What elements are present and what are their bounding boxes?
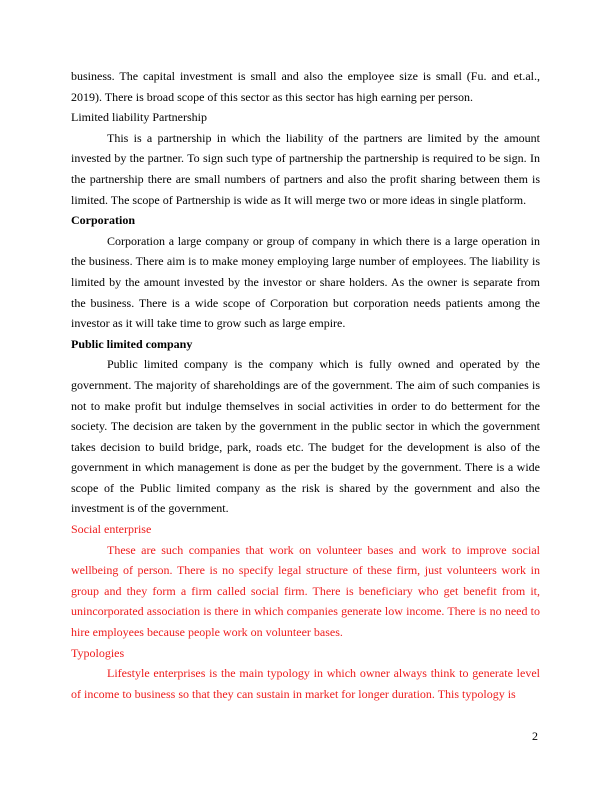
- corporation-paragraph: Corporation a large company or group of company in which there is a large operation in the business. There aim is to make money employing large number of employees. The liability is limited by the amount invested by the investor or share holders. As the owner is separate from the business. There is a wide scope of Corporation but corporation needs patients among the investor as it will take time to grow such as large empire.: [71, 233, 540, 331]
- page-number: 2: [532, 729, 538, 743]
- public-limited-company-heading: Public limited company: [71, 336, 193, 351]
- typologies-heading: Typologies: [71, 645, 125, 660]
- typologies-paragraph: Lifestyle enterprises is the main typology in which owner always think to generate level of income to business so that they can sustain in market for longer duration. This typology is: [71, 666, 540, 701]
- llp-paragraph: This is a partnership in which the liability of the partners are limited by the amount invested by the partner. To sign such type of partnership the partnership is required to be sign. In the partnership there are small numbers of partners and also the profit sharing between them is limited. The scope of Partnership is wide as It will merge two or more ideas in single platform.: [71, 130, 540, 207]
- document-page: [71, 66, 540, 704]
- intro-continuation-paragraph: business. The capital investment is small and also the employee size is small (Fu. and et.al., 2019). There is broad scope of this sector as this sector has high earning per person.: [71, 69, 540, 104]
- public-limited-company-paragraph: Public limited company is the company which is fully owned and operated by the government. The majority of shareholdings are of the government. The aim of such companies is not to make profit but indulge themselves in social activities in order to do betterment for the society. The decision are taken by the government in the public sector in which the government takes decision to build bridge, park, roads etc. The budget for the development is also of the government in which management is done as per the budget by the government. There is a wide scope of the Public limited company as the risk is shared by the government and also the investment is of the government.: [71, 357, 540, 516]
- social-enterprise-heading: Social enterprise: [71, 522, 152, 537]
- social-enterprise-paragraph: These are such companies that work on volunteer bases and work to improve social wellbeing of person. There is no specify legal structure of these firm, just volunteers work in group and they form a firm called social firm. There is beneficiary who get benefit from it, unincorporated association is there in which companies generate low income. There is no need to hire employees because people work on volunteer bases.: [71, 542, 540, 640]
- llp-heading: Limited liability Partnership: [71, 110, 207, 125]
- corporation-heading: Corporation: [71, 213, 135, 228]
